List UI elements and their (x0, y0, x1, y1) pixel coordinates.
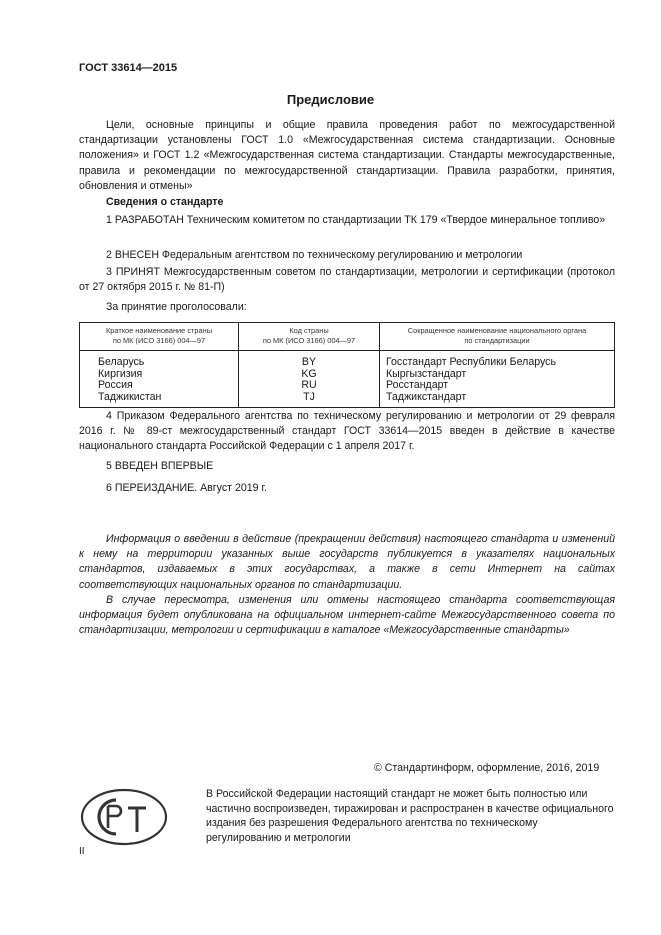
item-1 (79, 213, 615, 228)
table-row (80, 351, 615, 408)
intro-text: Цели, основные принципы и общие правила проведения работ по межгосударственной стандартизации установлены ГОСТ 1.0 «Межгосударственная система стандартизации. Основные положения» и ГОСТ 1.2 «Межгосударственная система стандартизации. Стандарты межгосударственные, правила и рекомендации по межгосударственной стандартизации. Правила разработки, принятия, обновления и отмены» (79, 119, 615, 192)
item-1-text: 1 РАЗРАБОТАН Техническим комитетом по стандартизации ТК 179 «Твердое минеральное топливо» (106, 214, 606, 226)
item-3-text: 3 ПРИНЯТ Межгосударственным советом по стандартизации, метрологии и сертификации (протокол от 27 октября 2015 г. № 81-П) (79, 266, 615, 294)
info-notice-2-text: В случае пересмотра, изменения или отмены настоящего стандарта соответствующая информация будет опубликована на официальном интернет-сайте Межгосударственного совета по стандартизации, метрологии и сертификации в каталоге «Межгосударственные стандарты» (79, 594, 615, 637)
item-4-text: 4 Приказом Федерального агентства по техническому регулированию и метрологии от 29 февраля 2016 г. № 89-ст межгосударственный стандарт ГОСТ 33614—2015 введен в действие в качестве национального стандарта Российской Федерации с 1 апреля 2017 г. (79, 410, 615, 453)
reproduction-notice: В Российской Федерации настоящий стандарт не может быть полностью или частично воспроизведен, тиражирован и распространен в качестве официального издания без разрешения Федерального агентства по техническому регулированию и метрологии (206, 788, 614, 844)
voted-label (79, 300, 615, 315)
table-header-body: Сокращенное наименование национального органа по стандартизации (380, 323, 615, 351)
page-number: II (79, 846, 85, 857)
info-notice-1-text: Информация о введении в действие (прекращении действия) настоящего стандарта и изменений к нему на территории указанных выше государств публикуется в указателях национальных стандартов, издаваемых в этих государствах, а также в сети Интернет на сайтах соответствующих национальных органов по стандартизации. (79, 533, 615, 591)
country-cell: Беларусь Киргизия Россия Таджикистан (80, 351, 239, 408)
item-6-text: 6 ПЕРЕИЗДАНИЕ. Август 2019 г. (106, 482, 267, 494)
voting-table (79, 322, 615, 408)
page-title: Предисловие (286, 92, 375, 107)
item-5-text: 5 ВВЕДЕН ВПЕРВЫЕ (106, 460, 214, 472)
intro-paragraph (79, 118, 615, 194)
table-header-code: Код страны по МК (ИСО 3166) 004—97 (239, 323, 380, 351)
copyright: © Стандартинформ, оформление, 2016, 2019 (374, 762, 600, 774)
info-notice-2 (79, 593, 615, 639)
code-cell: BY KG RU TJ (239, 351, 380, 408)
table-header-country: Краткое наименование страны по МК (ИСО 3166) 004—97 (80, 323, 239, 351)
standard-code-header: ГОСТ 33614—2015 (79, 62, 178, 74)
item-6 (79, 481, 615, 496)
logo-text: РСТ (124, 840, 130, 844)
item-5 (79, 459, 615, 474)
item-2 (79, 248, 615, 263)
item-2-text: 2 ВНЕСЕН Федеральным агентством по техническому регулированию и метрологии (106, 249, 523, 261)
info-notice-1 (79, 532, 615, 593)
info-heading: Сведения о стандарте (106, 196, 224, 208)
item-3 (79, 265, 615, 295)
item-4 (79, 409, 615, 455)
voted-text: За принятие проголосовали: (106, 301, 247, 313)
rst-certification-mark-icon (80, 788, 168, 846)
body-cell: Госстандарт Республики Беларусь Кыргызстандарт Росстандарт Таджикстандарт (380, 351, 615, 408)
